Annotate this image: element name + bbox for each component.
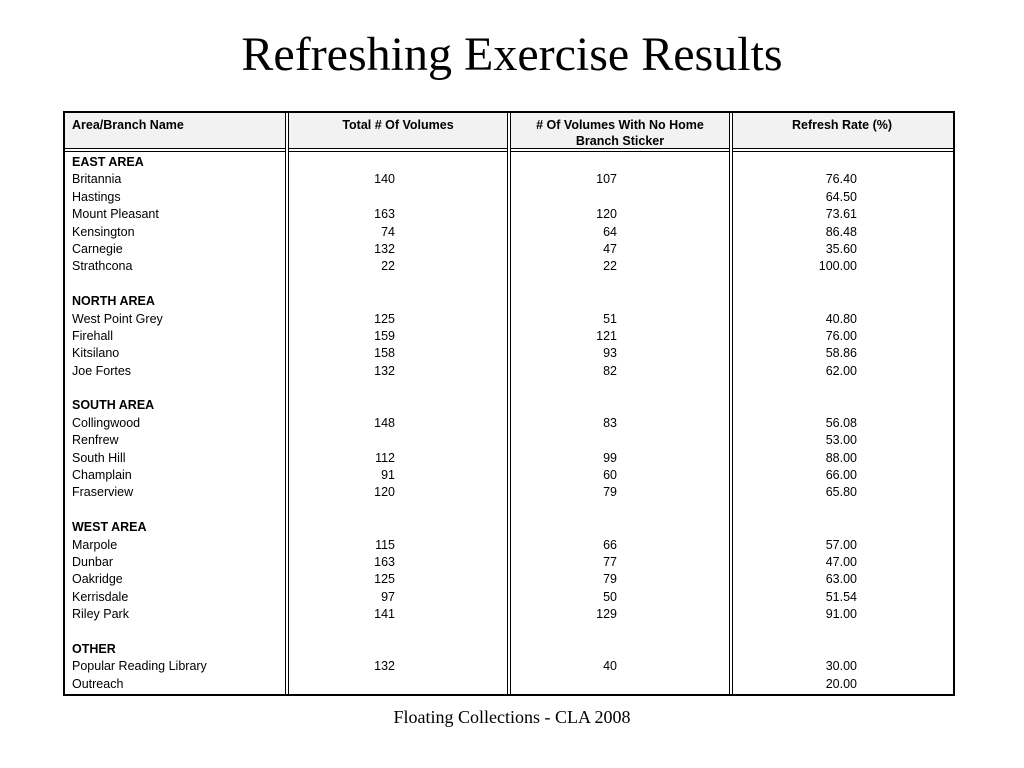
- total-volumes-cell: 148: [374, 415, 395, 430]
- header-branch: Area/Branch Name: [72, 118, 184, 132]
- no-sticker-cell: 120: [596, 207, 617, 222]
- total-volumes-cell: 163: [374, 554, 395, 569]
- no-sticker-cell: 83: [603, 415, 617, 430]
- no-sticker-cell: 129: [596, 607, 617, 622]
- total-volumes-cell: 120: [374, 485, 395, 500]
- header-total: Total # Of Volumes: [342, 118, 454, 132]
- column-divider: [729, 113, 733, 694]
- total-volumes-cell: 22: [381, 259, 395, 274]
- total-volumes-cell: 97: [381, 589, 395, 604]
- refresh-rate-cell: 88.00: [825, 450, 857, 465]
- total-volumes-cell: 140: [374, 172, 395, 187]
- branch-name: Mount Pleasant: [72, 207, 159, 222]
- refresh-rate-cell: 76.00: [825, 328, 857, 343]
- branch-name: Carnegie: [72, 241, 123, 256]
- area-name: OTHER: [72, 641, 116, 656]
- no-sticker-cell: 82: [603, 363, 617, 378]
- total-volumes-cell: 115: [375, 537, 395, 552]
- header-no-sticker-line2: Branch Sticker: [575, 134, 665, 148]
- branch-name: Britannia: [72, 172, 122, 187]
- refresh-rate-cell: 65.80: [825, 485, 857, 500]
- branch-name: Hastings: [72, 189, 121, 204]
- area-name: WEST AREA: [72, 520, 147, 535]
- refresh-rate-cell: 73.61: [825, 207, 857, 222]
- slide-title: Refreshing Exercise Results: [241, 28, 783, 81]
- header-no-sticker: [511, 117, 729, 149]
- refresh-rate-cell: 35.60: [825, 241, 857, 256]
- no-sticker-cell: 93: [603, 346, 617, 361]
- refresh-rate-cell: 63.00: [825, 572, 857, 587]
- total-volumes-cell: 132: [374, 241, 395, 256]
- total-volumes-cell: 158: [374, 346, 395, 361]
- branch-name: Oakridge: [72, 572, 123, 587]
- no-sticker-cell: 121: [596, 328, 617, 343]
- branch-name: Marpole: [72, 537, 118, 552]
- no-sticker-cell: 64: [603, 224, 617, 239]
- branch-name: Outreach: [72, 676, 124, 691]
- branch-name: Joe Fortes: [72, 363, 132, 378]
- no-sticker-cell: 99: [603, 450, 617, 465]
- column-divider: [507, 113, 511, 694]
- refresh-rate-cell: 40.80: [825, 311, 857, 326]
- header-no-sticker-line1: # Of Volumes With No Home: [536, 118, 704, 132]
- total-volumes-cell: 112: [375, 450, 395, 465]
- no-sticker-cell: 79: [603, 572, 617, 587]
- refresh-rate-cell: 66.00: [825, 468, 857, 483]
- total-volumes-cell: 159: [374, 328, 395, 343]
- branch-name: Kerrisdale: [72, 589, 129, 604]
- results-table: [63, 111, 955, 696]
- total-volumes-cell: 141: [374, 607, 395, 622]
- no-sticker-cell: 47: [603, 241, 617, 256]
- column-divider: [285, 113, 289, 694]
- total-volumes-cell: 91: [381, 468, 395, 483]
- refresh-rate-cell: 86.48: [825, 224, 857, 239]
- refresh-rate-cell: 57.00: [825, 537, 857, 552]
- no-sticker-cell: 40: [603, 659, 617, 674]
- branch-name: West Point Grey: [72, 311, 163, 326]
- branch-name: Fraserview: [72, 485, 134, 500]
- total-volumes-cell: 132: [374, 363, 395, 378]
- refresh-rate-cell: 91.00: [825, 607, 857, 622]
- area-name: NORTH AREA: [72, 294, 155, 309]
- branch-name: Kitsilano: [72, 346, 120, 361]
- total-volumes-cell: 125: [374, 311, 395, 326]
- refresh-rate-cell: 53.00: [825, 433, 857, 448]
- no-sticker-cell: 107: [596, 172, 617, 187]
- total-volumes-cell: 163: [374, 207, 395, 222]
- refresh-rate-cell: 100.00: [818, 259, 857, 274]
- refresh-rate-cell: 56.08: [825, 415, 857, 430]
- branch-name: Renfrew: [72, 433, 119, 448]
- refresh-rate-cell: 20.00: [825, 676, 857, 691]
- area-name: EAST AREA: [72, 155, 144, 169]
- refresh-rate-cell: 51.54: [825, 589, 857, 604]
- area-name: SOUTH AREA: [72, 398, 155, 413]
- branch-name: South Hill: [72, 450, 126, 465]
- no-sticker-cell: 79: [603, 485, 617, 500]
- no-sticker-cell: 51: [603, 311, 617, 326]
- total-volumes-cell: 74: [381, 224, 395, 239]
- branch-name: Firehall: [72, 328, 113, 343]
- no-sticker-cell: 60: [603, 468, 617, 483]
- refresh-rate-cell: 64.50: [825, 189, 857, 204]
- refresh-rate-cell: 47.00: [825, 554, 857, 569]
- no-sticker-cell: 66: [603, 537, 617, 552]
- no-sticker-cell: 50: [603, 589, 617, 604]
- refresh-rate-cell: 76.40: [825, 172, 857, 187]
- branch-name: Champlain: [72, 468, 132, 483]
- slide-footer: Floating Collections - CLA 2008: [393, 707, 631, 727]
- total-volumes-cell: 132: [374, 659, 395, 674]
- branch-name: Riley Park: [72, 607, 129, 622]
- refresh-rate-cell: 30.00: [825, 659, 857, 674]
- branch-name: Popular Reading Library: [72, 659, 207, 674]
- no-sticker-cell: 22: [603, 259, 617, 274]
- branch-name: Strathcona: [72, 259, 133, 274]
- branch-name: Collingwood: [72, 415, 141, 430]
- refresh-rate-cell: 62.00: [825, 363, 857, 378]
- branch-name: Dunbar: [72, 554, 113, 569]
- total-volumes-cell: 125: [374, 572, 395, 587]
- header-rate: Refresh Rate (%): [791, 118, 893, 132]
- branch-name: Kensington: [72, 224, 135, 239]
- refresh-rate-cell: 58.86: [825, 346, 857, 361]
- no-sticker-cell: 77: [603, 554, 617, 569]
